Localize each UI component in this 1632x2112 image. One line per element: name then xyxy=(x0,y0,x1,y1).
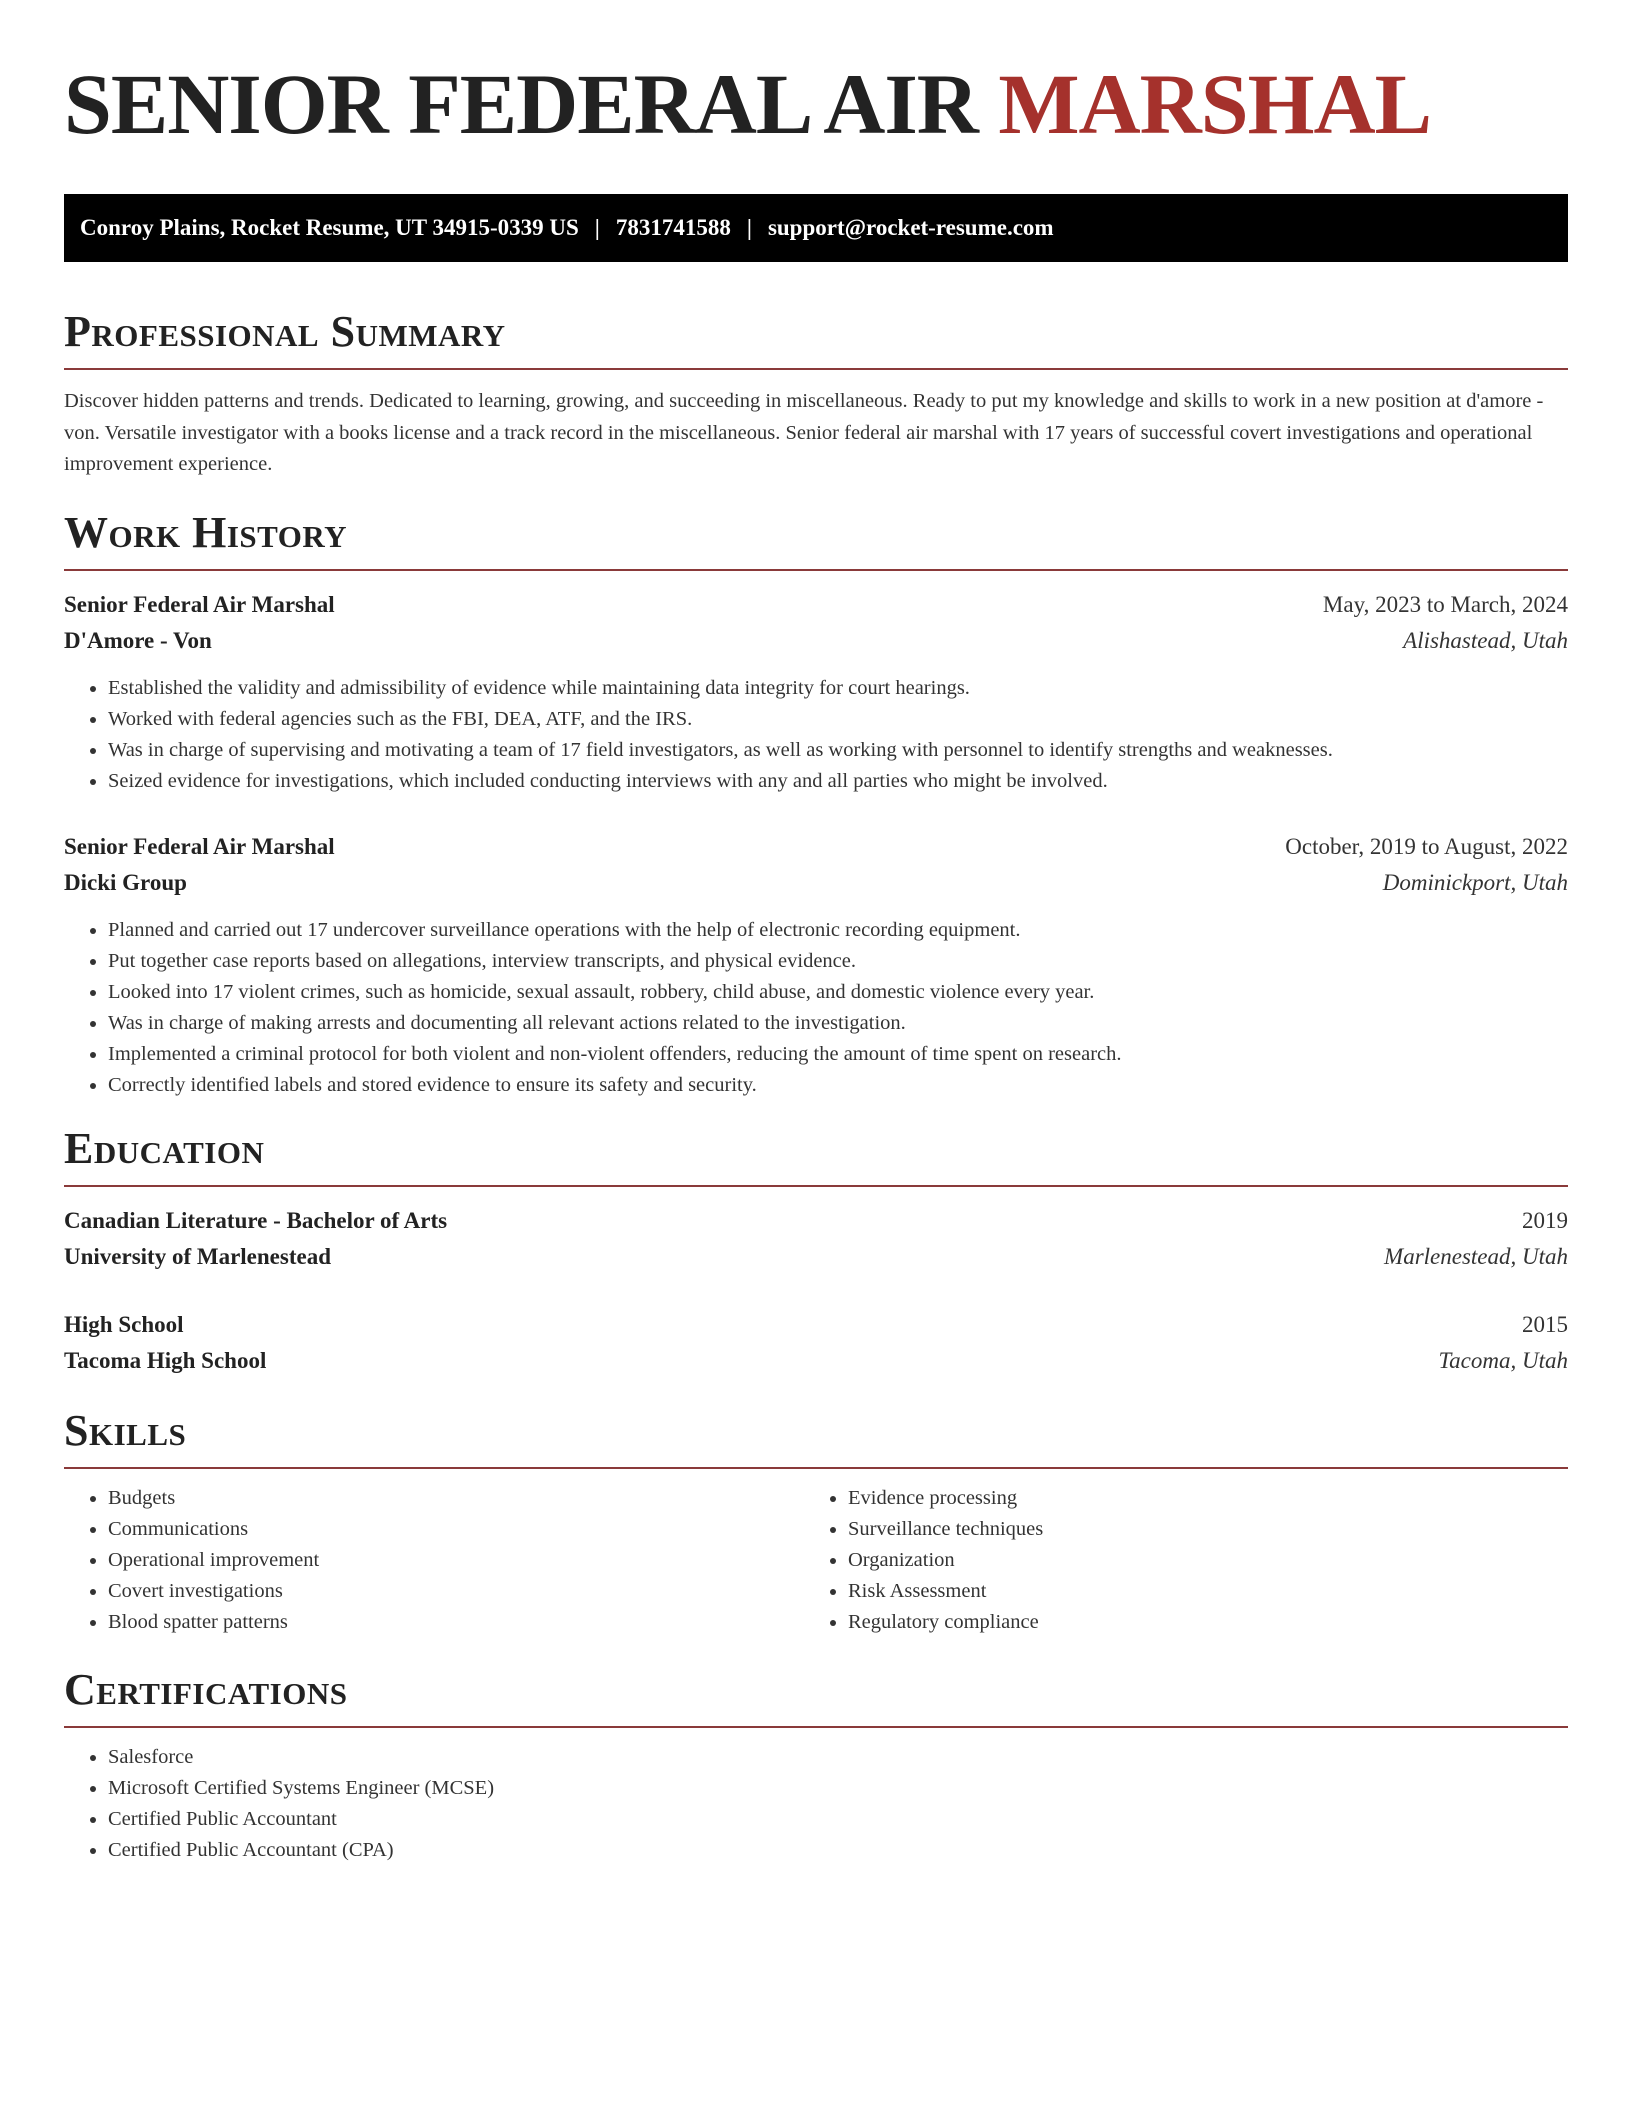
list-item: • Looked into 17 violent crimes, such as homicide, sexual assault, robbery, child abuse, and domestic violence every year. xyxy=(108,977,1568,1008)
contact-separator: | xyxy=(594,215,600,240)
skills-section xyxy=(64,1405,1568,1638)
list-item: • Certified Public Accountant xyxy=(108,1804,1568,1835)
graduation-year: 2019 xyxy=(1522,1207,1568,1233)
list-item: • Planned and carried out 17 undercover surveillance operations with the help of electronic recording equipment. xyxy=(108,915,1568,946)
list-item: • Was in charge of making arrests and documenting all relevant actions related to the investigation. xyxy=(108,1008,1568,1039)
job-location: Dominickport, Utah xyxy=(1382,869,1568,895)
job-title: Senior Federal Air Marshal xyxy=(64,833,335,859)
summary-section xyxy=(64,306,1568,481)
list-item: • Certified Public Accountant (CPA) xyxy=(108,1835,1568,1866)
list-item: • Implemented a criminal protocol for both violent and non-violent offenders, reducing the amount of time spent on research. xyxy=(108,1039,1568,1070)
job-company: Dicki Group xyxy=(64,869,187,895)
resume-title xyxy=(64,58,1568,150)
skills-list-left xyxy=(64,1483,804,1638)
list-item: • Operational improvement xyxy=(108,1545,804,1576)
section-divider xyxy=(64,1185,1568,1187)
school-name: Tacoma High School xyxy=(64,1347,267,1373)
list-item: • Budgets xyxy=(108,1483,804,1514)
job-duties-list xyxy=(64,673,1568,797)
summary-text: Discover hidden patterns and trends. Dedicated to learning, growing, and succeeding in miscellaneous. Ready to put my knowledge and skills to work in a new position at d'amore - von. Versatile investigator with a books license and a track record in the miscellaneous. Senior federal air marshal with 17 years of successful covert investigations and operational improvement experience. xyxy=(64,390,1544,475)
certifications-list xyxy=(64,1742,1568,1866)
list-item: • Worked with federal agencies such as the FBI, DEA, ATF, and the IRS. xyxy=(108,704,1568,735)
section-title-skills: Skills xyxy=(64,1405,187,1455)
list-item: • Was in charge of supervising and motivating a team of 17 field investigators, as well as working with personnel to identify strengths and weaknesses. xyxy=(108,735,1568,766)
degree-name: High School xyxy=(64,1311,184,1337)
title-accent: MARSHAL xyxy=(998,56,1431,152)
section-title-summary: Professional Summary xyxy=(64,307,506,356)
work-history-section xyxy=(64,507,1568,1101)
contact-bar xyxy=(64,194,1568,262)
job-company: D'Amore - Von xyxy=(64,627,212,653)
section-divider xyxy=(64,1467,1568,1469)
section-divider xyxy=(64,368,1568,370)
list-item: • Evidence processing xyxy=(848,1483,1544,1514)
education-section xyxy=(64,1123,1568,1379)
list-item: • Risk Assessment xyxy=(848,1576,1544,1607)
school-location: Marlenestead, Utah xyxy=(1384,1243,1568,1269)
job-location: Alishastead, Utah xyxy=(1403,627,1568,653)
section-title-education: Education xyxy=(64,1123,265,1173)
list-item: • Surveillance techniques xyxy=(848,1514,1544,1545)
list-item: • Correctly identified labels and stored evidence to ensure its safety and security. xyxy=(108,1070,1568,1101)
list-item: • Blood spatter patterns xyxy=(108,1607,804,1638)
job-entry xyxy=(64,829,1568,1101)
list-item: • Communications xyxy=(108,1514,804,1545)
list-item: • Microsoft Certified Systems Engineer (MCSE) xyxy=(108,1773,1568,1804)
skills-list-right xyxy=(804,1483,1544,1638)
certifications-section xyxy=(64,1664,1568,1866)
list-item: • Covert investigations xyxy=(108,1576,804,1607)
graduation-year: 2015 xyxy=(1522,1311,1568,1337)
contact-separator: | xyxy=(746,215,752,240)
degree-name: Canadian Literature - Bachelor of Arts xyxy=(64,1207,448,1233)
list-item: • Organization xyxy=(848,1545,1544,1576)
school-location: Tacoma, Utah xyxy=(1438,1347,1568,1373)
section-divider xyxy=(64,569,1568,571)
skills-grid xyxy=(64,1483,1568,1638)
education-entry xyxy=(64,1307,1568,1379)
list-item: • Established the validity and admissibility of evidence while maintaining data integrity for court hearings. xyxy=(108,673,1568,704)
list-item: • Seized evidence for investigations, which included conducting interviews with any and all parties who might be involved. xyxy=(108,766,1568,797)
job-title: Senior Federal Air Marshal xyxy=(64,591,335,617)
job-dates: October, 2019 to August, 2022 xyxy=(1285,833,1568,859)
job-dates: May, 2023 to March, 2024 xyxy=(1322,591,1568,617)
contact-phone: 7831741588 xyxy=(615,215,731,240)
list-item: • Regulatory compliance xyxy=(848,1607,1544,1638)
section-title-work: Work History xyxy=(64,507,348,557)
school-name: University of Marlenestead xyxy=(64,1243,331,1269)
list-item: • Put together case reports based on allegations, interview transcripts, and physical evidence. xyxy=(108,946,1568,977)
title-main: SENIOR FEDERAL AIR xyxy=(64,56,978,152)
job-entry xyxy=(64,587,1568,797)
list-item: • Salesforce xyxy=(108,1742,1568,1773)
job-duties-list xyxy=(64,915,1568,1101)
section-title-certifications: Certifications xyxy=(64,1664,348,1714)
education-entry xyxy=(64,1203,1568,1275)
contact-email: support@rocket-resume.com xyxy=(767,215,1054,240)
section-divider xyxy=(64,1726,1568,1728)
contact-address: Conroy Plains, Rocket Resume, UT 34915-0339 US xyxy=(80,215,579,240)
